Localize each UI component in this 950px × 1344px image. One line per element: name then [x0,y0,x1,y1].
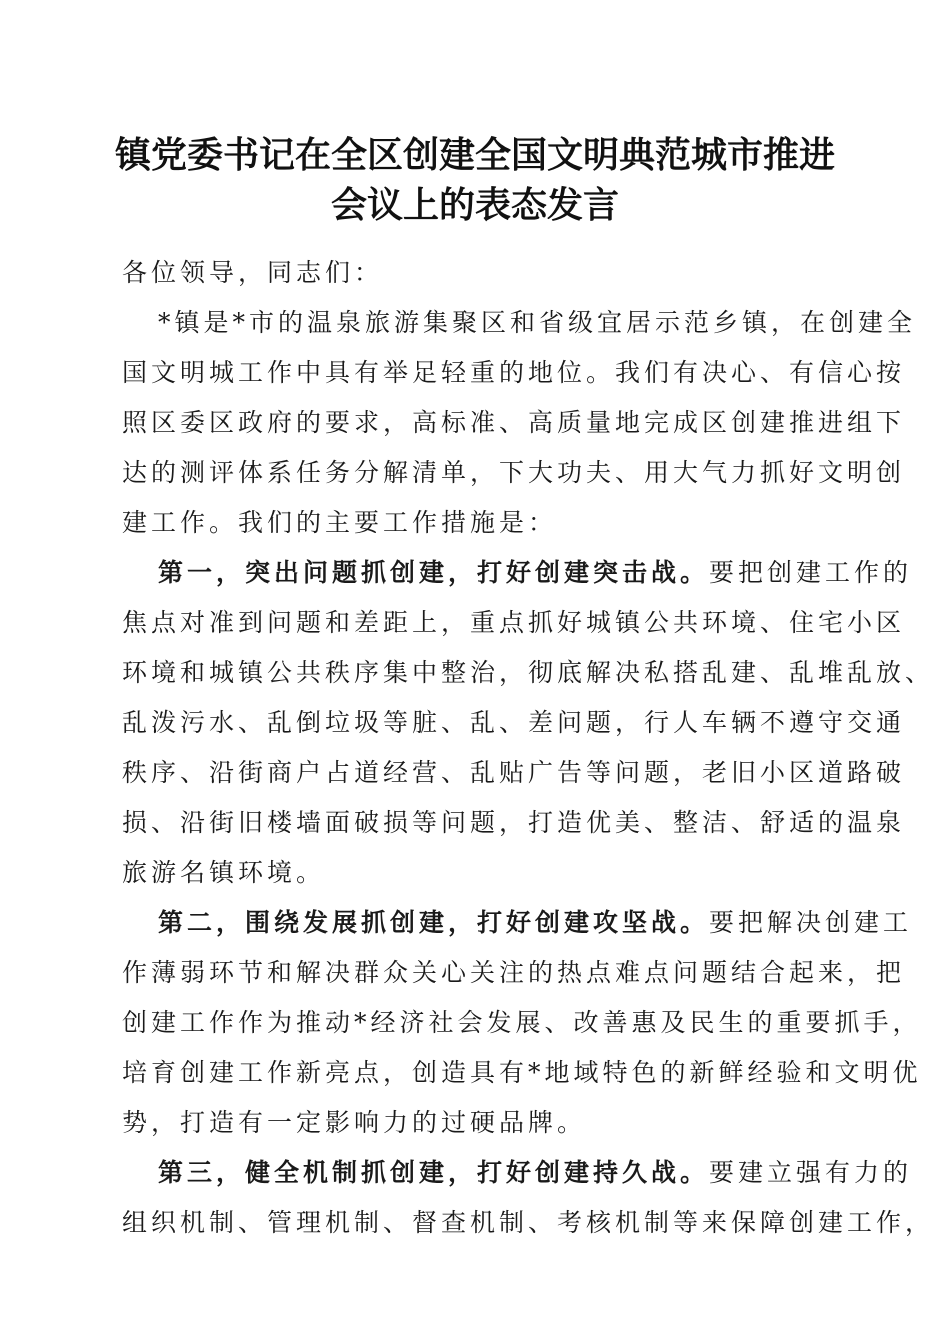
paragraph-line [122,1148,913,1198]
paragraph-line: *镇是*市的温泉旅游集聚区和省级宜居示范乡镇，在创建全 [158,308,917,337]
paragraph-line: 环境和城镇公共秩序集中整治，彻底解决私搭乱建、乱堆乱放、 [122,658,935,687]
paragraph-text: 要建立强有力的 [709,1158,913,1187]
paragraph-line: 国文明城工作中具有举足轻重的地位。我们有决心、有信心按 [122,358,906,387]
paragraph-text: 要把创建工作的 [709,558,913,587]
paragraph-line: 乱泼污水、乱倒垃圾等脏、乱、差问题，行人车辆不遵守交通 [122,708,906,737]
paragraph-line: 培育创建工作新亮点，创造具有*地域特色的新鲜经验和文明优 [122,1058,922,1087]
measure-heading: 第三，健全机制抓创建，打好创建持久战。 [158,1158,710,1187]
paragraph-second-measure [122,898,922,1148]
paragraph-line: 焦点对准到问题和差距上，重点抓好城镇公共环境、住宅小区 [122,608,906,637]
paragraph-line: 建工作。我们的主要工作措施是： [122,508,558,537]
paragraph-line: 作薄弱环节和解决群众关心关注的热点难点问题结合起来，把 [122,958,906,987]
paragraph-first-measure [122,548,935,898]
measure-heading: 第二，围绕发展抓创建，打好创建攻坚战。 [158,908,710,937]
title-line-2: 会议上的表态发言 [330,184,619,226]
paragraph-line: 秩序、沿街商户占道经营、乱贴广告等问题，老旧小区道路破 [122,758,906,787]
document-title [0,130,950,230]
salutation: 各位领导，同志们： [122,258,384,287]
paragraph-line: 势，打造有一定影响力的过硬品牌。 [122,1108,587,1137]
paragraph-line: 损、沿街旧楼墙面破损等问题，打造优美、整洁、舒适的温泉 [122,808,906,837]
paragraph-third-measure [122,1148,935,1248]
paragraph-line: 达的测评体系任务分解清单，下大功夫、用大气力抓好文明创 [122,458,906,487]
paragraph-line [122,898,913,948]
paragraph-intro [122,298,917,548]
paragraph-line: 创建工作作为推动*经济社会发展、改善惠及民生的重要抓手， [122,1008,922,1037]
paragraph-line: 旅游名镇环境。 [122,858,326,887]
measure-heading: 第一，突出问题抓创建，打好创建突击战。 [158,558,710,587]
document-body [122,248,935,1248]
paragraph-line [122,548,913,598]
paragraph-text: 要把解决创建工 [709,908,913,937]
title-line-1: 镇党委书记在全区创建全国文明典范城市推进 [114,134,835,176]
paragraph-line: 组织机制、管理机制、督查机制、考核机制等来保障创建工作， [122,1208,935,1237]
paragraph-line: 照区委区政府的要求，高标准、高质量地完成区创建推进组下 [122,408,906,437]
